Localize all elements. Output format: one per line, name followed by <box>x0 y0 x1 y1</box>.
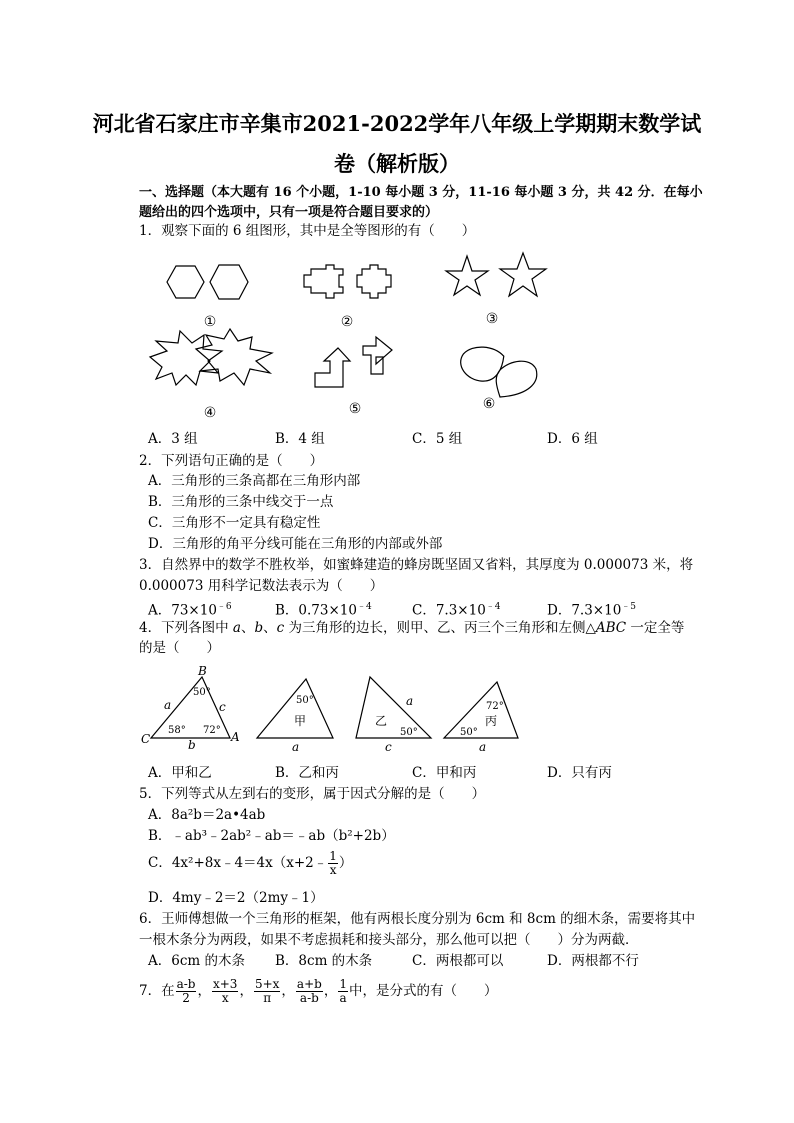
document-title-line1: 河北省石家庄市辛集市2021-2022学年八年级上学期期末数学试 <box>92 111 702 136</box>
q7-fraction-3: $\frac{5+x}{\pi}$ <box>254 977 280 1005</box>
vertex-b-label: B <box>198 665 207 678</box>
q6-stem-line2: 一根木条分为两段，如果不考虑损耗和接头部分，那么他可以把（ ）分为两截． <box>139 932 639 948</box>
side-a-label: a <box>164 698 172 712</box>
side-c-label: c <box>219 700 226 714</box>
q1-figures <box>0 245 794 465</box>
q1-stem: 1．观察下面的 6 组图形，其中是全等图形的有（ ） <box>139 223 476 239</box>
q3-option-c: C．$7.3\times 10^{﹣4}$ <box>412 602 501 619</box>
q4-option-d: D．只有丙 <box>547 765 612 781</box>
bing-side-label: a <box>479 740 487 754</box>
yi-name-label: 乙 <box>375 714 388 728</box>
arrow-shape <box>315 348 350 387</box>
q1-option-d: D．6 组 <box>547 431 598 447</box>
q1-option-b: B．4 组 <box>275 431 325 447</box>
document-title-line2: 卷（解析版） <box>334 151 460 176</box>
q3-option-b: B．$0.73\times 10^{﹣4}$ <box>275 602 372 619</box>
burst-shape <box>150 331 222 385</box>
yi-side-label: a <box>406 694 414 708</box>
yi-angle-label: 50° <box>400 727 418 738</box>
angle-72-label: 72° <box>203 725 221 736</box>
q6-option-a: A．6cm 的木条 <box>148 953 245 969</box>
q6-option-b: B．8cm 的木条 <box>275 953 373 969</box>
triangle-bing <box>444 682 518 738</box>
q2-option-b: B．三角形的三条中线交于一点 <box>148 494 334 510</box>
q1-option-c: C．5 组 <box>412 431 463 447</box>
q4-option-a: A．甲和乙 <box>148 765 212 781</box>
angle-50-label: 50° <box>193 687 211 698</box>
q5-stem: 5．下列等式从左到右的变形，属于因式分解的是（ ） <box>139 786 486 802</box>
vertex-a-label: A <box>231 730 240 744</box>
q6-option-d: D．两根都不行 <box>547 953 639 969</box>
q6-stem-line1: 6．王师傅想做一个三角形的框架，他有两根长度分别为 6cm 和 8cm 的细木条，需要将其中 <box>139 911 696 927</box>
hexagon-shape <box>210 265 248 299</box>
q4-option-b: B．乙和丙 <box>275 765 339 781</box>
q3-option-a: A．$73\times 10^{﹣6}$ <box>148 602 232 619</box>
fig-label-4: ④ <box>203 405 217 421</box>
triangle-jia <box>257 679 333 738</box>
arrow-shape <box>363 337 392 374</box>
q4-triangles <box>0 665 794 755</box>
q4-stem-line2: 的是（ ） <box>139 640 220 656</box>
q7-fraction-2: $\frac{x+3}{x}$ <box>212 977 238 1005</box>
q4-stem-line1: 4．下列各图中 a、b、c 为三角形的边长，则甲、乙、丙三个三角形和左侧△ABC 一定全等 <box>139 620 685 636</box>
bing-angle50-label: 50° <box>460 727 478 738</box>
q2-stem: 2．下列语句正确的是（ ） <box>139 453 324 469</box>
q3-option-d: D．$7.3\times 10^{﹣5}$ <box>547 602 637 619</box>
q5-option-a: A．8a²b＝2a•4ab <box>148 807 266 823</box>
q5-option-c: C．4x²+8x﹣4＝4x（x+2﹣ $\frac{1}{x}$ ） <box>148 849 353 877</box>
bing-angle72-label: 72° <box>486 701 504 712</box>
fig-label-6: ⑥ <box>482 396 496 412</box>
q6-option-c: C．两根都可以 <box>412 953 504 969</box>
q7-fraction-5: $\frac{1}{a}$ <box>339 977 347 1005</box>
triangle-yi <box>356 677 431 738</box>
jia-angle-label: 50° <box>296 695 314 706</box>
q7-fraction-1: $\frac{a-b}{2}$ <box>176 977 196 1005</box>
q2-option-d: D．三角形的角平分线可能在三角形的内部或外部 <box>148 536 443 552</box>
heart-shape <box>496 361 537 397</box>
q2-option-a: A．三角形的三条高都在三角形内部 <box>148 473 361 489</box>
q5-option-d: D．4my﹣2＝2（2my﹣1） <box>148 890 324 906</box>
q3-stem-line1: 3．自然界中的数学不胜枚举，如蜜蜂建造的蜂房既坚固又省料，其厚度为 0.000073 米，将 <box>139 557 694 573</box>
q4-option-c: C．甲和丙 <box>412 765 477 781</box>
jia-side-label: a <box>292 740 300 754</box>
q3-stem-line2: 0.000073 用科学记数法表示为（ ） <box>139 578 384 594</box>
fig-label-1: ① <box>203 314 217 330</box>
yi-side-c-label: c <box>385 740 392 754</box>
hexagon-shape <box>167 266 204 298</box>
burst-shape <box>196 329 272 385</box>
q5-option-b: B．﹣ab³﹣2ab²﹣ab＝﹣ab（b²+2b） <box>148 828 395 844</box>
fig-label-2: ② <box>340 314 354 330</box>
q2-option-c: C．三角形不一定具有稳定性 <box>148 515 321 531</box>
heart-shape <box>457 339 510 387</box>
cross-shape <box>357 265 391 298</box>
fig-label-5: ⑤ <box>348 401 362 417</box>
angle-58-label: 58° <box>168 725 186 736</box>
q5-fraction: $\frac{1}{x}$ <box>329 849 337 877</box>
q7-fraction-4: $\frac{a+b}{a-b}$ <box>296 977 322 1005</box>
section-header-line1: 一、选择题（本大题有 16 个小题，1-10 每小题 3 分，11-16 每小题 3 分，共 42 分．在每小 <box>139 185 703 200</box>
jia-name-label: 甲 <box>294 714 307 728</box>
fig-label-3: ③ <box>485 311 499 327</box>
cross-shape <box>304 265 343 298</box>
vertex-c-label: C <box>141 732 151 746</box>
star-shape <box>500 253 546 296</box>
q7-stem: 7．在 $\frac{a-b}{2}$ ， $\frac{x+3}{x}$ ， $\frac{5+x}{\pi}$ ， $\frac{a+b}{a-b}$ ， $\frac{1}{a}$ 中，是分式的有（ ） <box>139 977 498 1005</box>
star-shape <box>446 256 488 295</box>
bing-name-label: 丙 <box>485 714 498 728</box>
side-b-label: b <box>188 738 196 752</box>
section-header-line2: 题给出的四个选项中，只有一项是符合题目要求的） <box>139 205 439 220</box>
q1-option-a: A．3 组 <box>148 431 198 447</box>
